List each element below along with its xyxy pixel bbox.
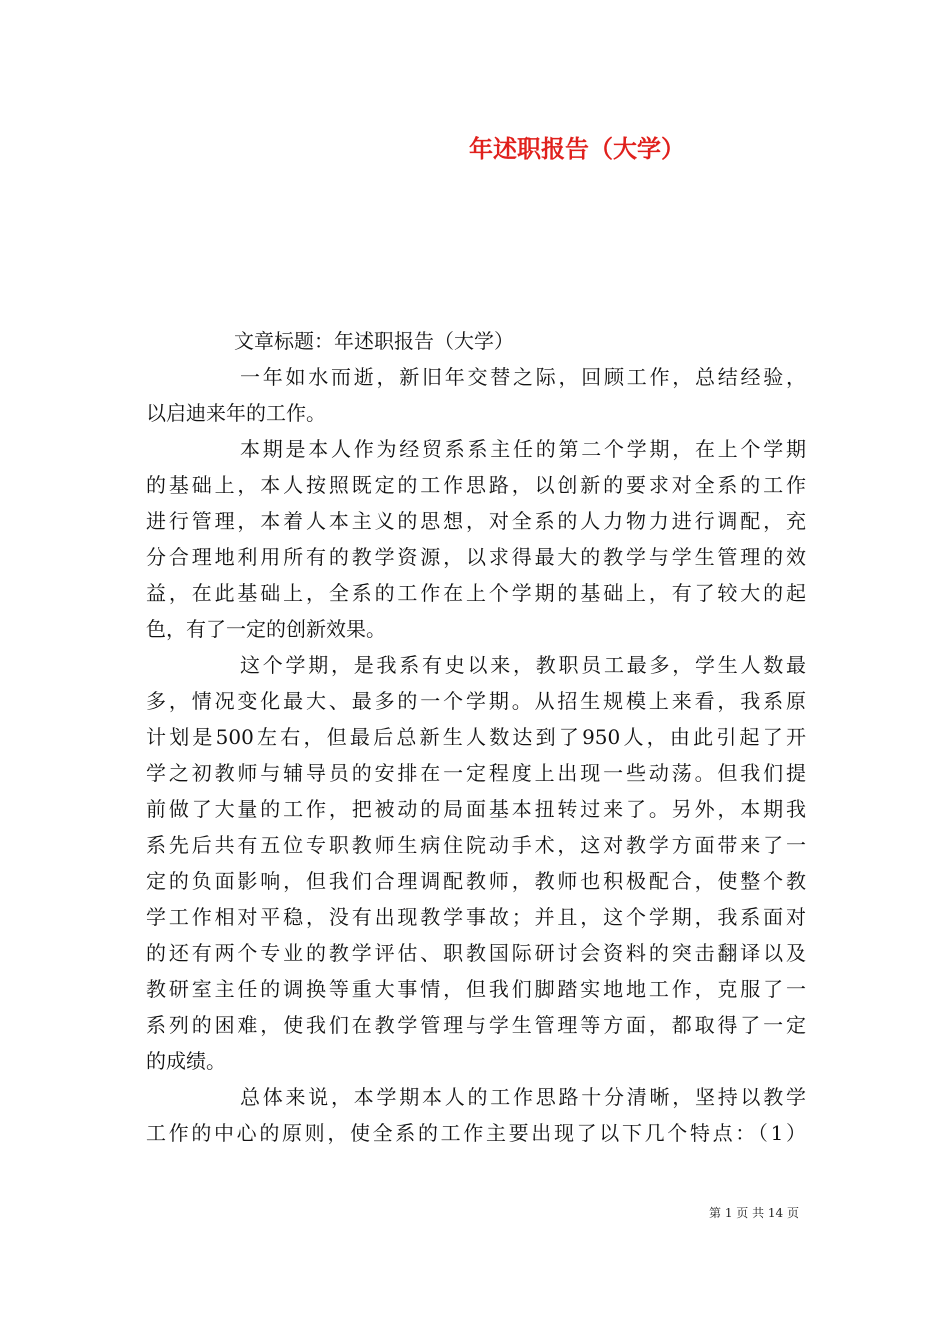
body-line: 进行管理，本着人本主义的思想，对全系的人力物力进行调配，充 [146, 509, 806, 533]
page-number-footer: 第 1 页 共 14 页 [709, 1206, 799, 1220]
body-line: 系列的困难，使我们在教学管理与学生管理等方面，都取得了一定 [146, 1013, 806, 1037]
body-line: 学之初教师与辅导员的安排在一定程度上出现一些动荡。但我们提 [146, 761, 806, 785]
body-line: 分合理地利用所有的教学资源，以求得最大的教学与学生管理的效 [146, 545, 806, 569]
body-line: 一年如水而逝，新旧年交替之际，回顾工作，总结经验， [240, 365, 806, 389]
document-title: 年述职报告（大学） [469, 134, 685, 163]
body-line: 计划是500左右，但最后总新生人数达到了950人，由此引起了开 [146, 725, 806, 749]
article-heading-line: 文章标题：年述职报告（大学） [234, 329, 514, 353]
body-line: 色，有了一定的创新效果。 [146, 617, 386, 641]
body-line: 以启迪来年的工作。 [146, 401, 326, 425]
body-line: 总体来说，本学期本人的工作思路十分清晰，坚持以教学 [240, 1085, 806, 1109]
body-line: 的成绩。 [146, 1049, 226, 1073]
body-line: 学工作相对平稳，没有出现教学事故；并且，这个学期，我系面对 [146, 905, 806, 929]
body-line: 的基础上，本人按照既定的工作思路，以创新的要求对全系的工作 [146, 473, 806, 497]
body-line: 工作的中心的原则，使全系的工作主要出现了以下几个特点：（1） [146, 1121, 806, 1145]
body-line: 系先后共有五位专职教师生病住院动手术，这对教学方面带来了一 [146, 833, 806, 857]
body-line: 益，在此基础上，全系的工作在上个学期的基础上，有了较大的起 [146, 581, 806, 605]
body-line: 定的负面影响，但我们合理调配教师，教师也积极配合，使整个教 [146, 869, 806, 893]
body-line: 多，情况变化最大、最多的一个学期。从招生规模上来看，我系原 [146, 689, 806, 713]
body-line: 这个学期，是我系有史以来，教职员工最多，学生人数最 [240, 653, 806, 677]
body-line: 教研室主任的调换等重大事情，但我们脚踏实地地工作，克服了一 [146, 977, 806, 1001]
body-line: 本期是本人作为经贸系系主任的第二个学期，在上个学期 [240, 437, 806, 461]
body-line: 前做了大量的工作，把被动的局面基本扭转过来了。另外，本期我 [146, 797, 806, 821]
body-line: 的还有两个专业的教学评估、职教国际研讨会资料的突击翻译以及 [146, 941, 806, 965]
